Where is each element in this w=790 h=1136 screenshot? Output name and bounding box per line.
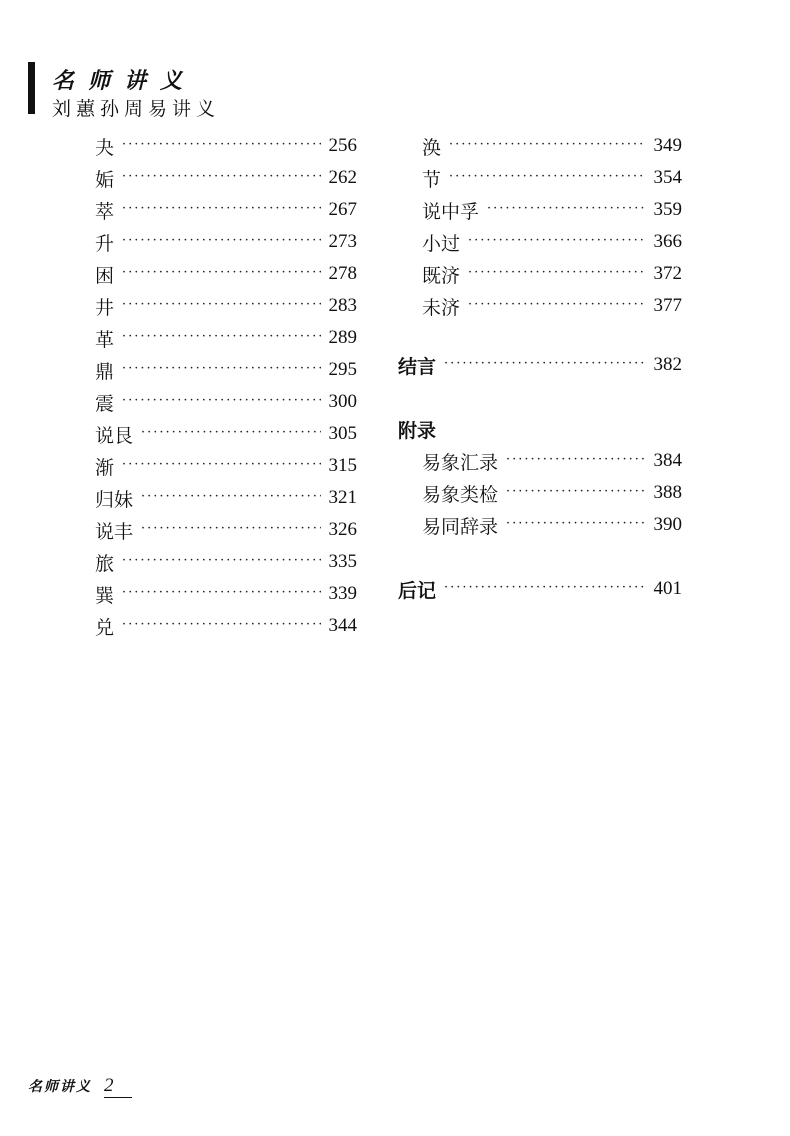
- dot-leader: [141, 489, 320, 504]
- toc-entry-title: 易象类检: [422, 483, 499, 506]
- toc-entry-page: 283: [328, 295, 357, 316]
- toc-entry-page: 315: [328, 455, 357, 476]
- toc-entry-title: 结言: [398, 355, 437, 378]
- dot-leader: [468, 233, 645, 248]
- toc-entry-title: 易同辞录: [422, 515, 499, 538]
- header-bar: [28, 62, 35, 114]
- toc-entry[interactable]: [95, 194, 357, 226]
- dot-leader: [122, 201, 320, 216]
- toc-entry-title: 归妹: [95, 488, 134, 511]
- toc-entry[interactable]: [95, 514, 357, 546]
- dot-leader: [141, 425, 320, 440]
- toc-entry-page: 273: [328, 231, 357, 252]
- toc-entry-page: 382: [653, 354, 682, 375]
- toc-entry-title: 节: [422, 168, 442, 191]
- dot-leader: [122, 553, 320, 568]
- dot-leader: [506, 516, 645, 531]
- toc-entry[interactable]: [95, 546, 357, 578]
- toc-entry-title: 小过: [422, 232, 461, 255]
- dot-leader: [122, 585, 320, 600]
- toc-entry[interactable]: [95, 610, 357, 642]
- dot-leader: [487, 201, 645, 216]
- toc-entry[interactable]: [95, 226, 357, 258]
- toc-entry[interactable]: [422, 258, 682, 290]
- dot-leader: [122, 137, 320, 152]
- dot-leader: [444, 580, 645, 595]
- dot-leader: [122, 393, 320, 408]
- toc-entry-page: 372: [653, 263, 682, 284]
- toc-entry-title: 既济: [422, 264, 461, 287]
- toc-entry-page: 377: [653, 295, 682, 316]
- appendix-heading: 附录: [398, 419, 437, 442]
- toc-entry[interactable]: [422, 162, 682, 194]
- toc-entry[interactable]: [95, 482, 357, 514]
- toc-entry-title: 旅: [95, 552, 115, 575]
- toc-entry-title: 渐: [95, 456, 115, 479]
- toc-entry-title: 说艮: [95, 424, 134, 447]
- toc-entry-title: 震: [95, 392, 115, 415]
- toc-entry-title: 未济: [422, 296, 461, 319]
- dot-leader: [122, 233, 320, 248]
- toc-entry-title: 升: [95, 232, 115, 255]
- toc-entry-page: 339: [328, 583, 357, 604]
- toc-entry-page: 267: [328, 199, 357, 220]
- toc-entry-page: 384: [653, 450, 682, 471]
- toc-entry-title: 革: [95, 328, 115, 351]
- toc-entry-page: 390: [653, 514, 682, 535]
- toc-entry-page: 289: [328, 327, 357, 348]
- toc-entry-title: 说中孚: [422, 200, 480, 223]
- dot-leader: [122, 169, 320, 184]
- toc-entry[interactable]: [95, 130, 357, 162]
- dot-leader: [122, 329, 320, 344]
- toc-entry[interactable]: [95, 162, 357, 194]
- dot-leader: [122, 361, 320, 376]
- toc-entry[interactable]: [95, 578, 357, 610]
- toc-entry[interactable]: [95, 418, 357, 450]
- toc-entry[interactable]: [95, 322, 357, 354]
- dot-leader: [506, 452, 645, 467]
- toc-entry-title: 夬: [95, 136, 115, 159]
- dot-leader: [449, 169, 645, 184]
- toc-entry[interactable]: [422, 194, 682, 226]
- toc-entry[interactable]: [422, 226, 682, 258]
- toc-entry-title: 姤: [95, 168, 115, 191]
- footer-series-title: 名师讲义: [28, 1079, 92, 1095]
- toc-entry-title: 萃: [95, 200, 115, 223]
- toc-entry[interactable]: [95, 354, 357, 386]
- toc-entry[interactable]: [422, 130, 682, 162]
- toc-entry-title: 鼎: [95, 360, 115, 383]
- toc-entry-page: 295: [328, 359, 357, 380]
- toc-entry-title: 涣: [422, 136, 442, 159]
- toc-entry-page: 354: [653, 167, 682, 188]
- toc-entry-page: 349: [653, 135, 682, 156]
- toc-entry-title: 易象汇录: [422, 451, 499, 474]
- toc-entry[interactable]: [422, 477, 682, 509]
- toc-entry[interactable]: [95, 450, 357, 482]
- toc-entry-page: 321: [328, 487, 357, 508]
- series-title: 名师讲义: [52, 68, 197, 94]
- toc-entry-title: 说丰: [95, 520, 134, 543]
- toc-entry-title: 井: [95, 296, 115, 319]
- toc-entry-page: 366: [653, 231, 682, 252]
- toc-entry-page: 359: [653, 199, 682, 220]
- dot-leader: [141, 521, 320, 536]
- dot-leader: [468, 265, 645, 280]
- toc-entry-page: 344: [328, 615, 357, 636]
- toc-entry-page: 388: [653, 482, 682, 503]
- dot-leader: [449, 137, 645, 152]
- book-title: 刘蕙孙周易讲义: [52, 98, 221, 120]
- running-footer: [28, 1075, 132, 1098]
- toc-entry-page: 326: [328, 519, 357, 540]
- page-number: 2: [104, 1075, 132, 1098]
- toc-entry[interactable]: [422, 509, 682, 541]
- dot-leader: [122, 457, 320, 472]
- toc-entry[interactable]: [95, 258, 357, 290]
- toc-entry[interactable]: [422, 290, 682, 322]
- toc-entry-page: 256: [328, 135, 357, 156]
- dot-leader: [122, 297, 320, 312]
- toc-entry-title: 巽: [95, 584, 115, 607]
- toc-entry-title: 兑: [95, 616, 115, 639]
- toc-entry-conclusion[interactable]: [398, 349, 682, 381]
- toc-entry-page: 401: [653, 578, 682, 599]
- toc-entry[interactable]: [422, 445, 682, 477]
- toc-entry-page: 305: [328, 423, 357, 444]
- toc-entry[interactable]: [95, 290, 357, 322]
- dot-leader: [122, 265, 320, 280]
- toc-entry-page: 300: [328, 391, 357, 412]
- toc-entry-title: 困: [95, 264, 115, 287]
- dot-leader: [506, 484, 645, 499]
- toc-entry-title: 后记: [398, 579, 437, 602]
- toc-entry-afterword[interactable]: [398, 573, 682, 605]
- toc-entry[interactable]: [95, 386, 357, 418]
- dot-leader: [122, 617, 320, 632]
- toc-entry-page: 278: [328, 263, 357, 284]
- toc-entry-page: 262: [328, 167, 357, 188]
- dot-leader: [444, 356, 645, 371]
- dot-leader: [468, 297, 645, 312]
- toc-entry-page: 335: [328, 551, 357, 572]
